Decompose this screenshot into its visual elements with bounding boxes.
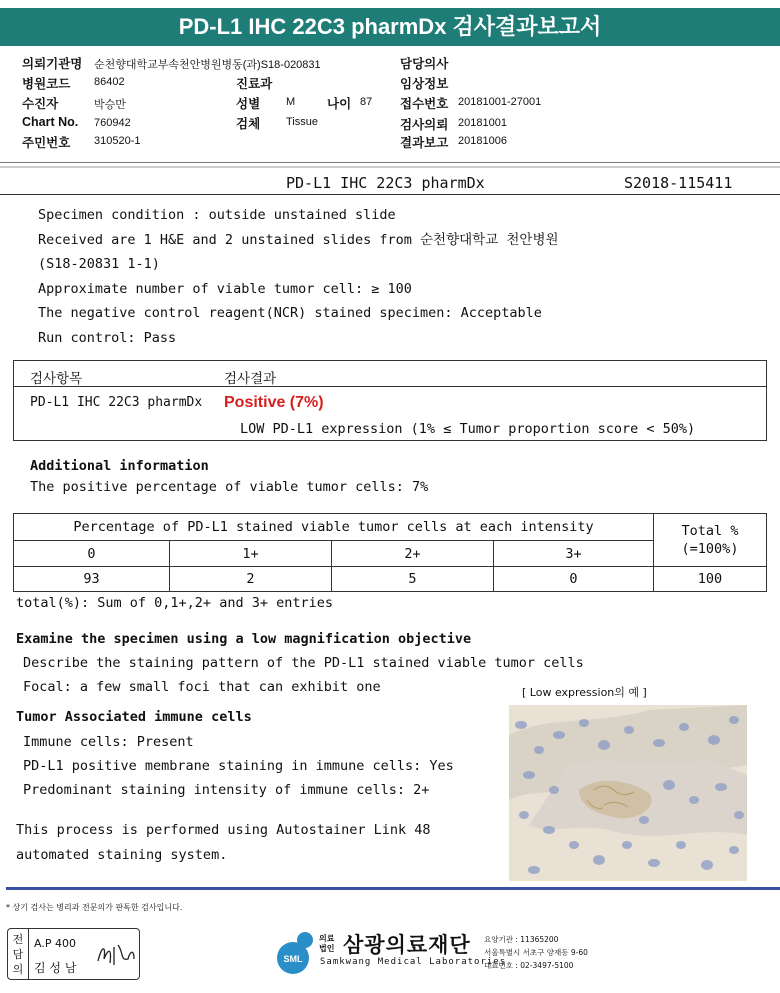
immune-lines [23, 730, 454, 803]
result-item: PD-L1 IHC 22C3 pharmDx [30, 395, 203, 410]
dept-label: 진료과 [236, 77, 273, 91]
specimen-lines [38, 203, 559, 350]
process-text [16, 818, 431, 868]
footnote: * 상기 검사는 병리과 전문의가 판독한 검사입니다. [6, 903, 183, 912]
lab-logo [271, 928, 319, 976]
age-value: 87 [360, 96, 373, 108]
signature-license: A.P 400 [34, 937, 76, 950]
info-value: 순천향대학교부속천안병원병동(과)S18-020831 [94, 59, 321, 71]
table-line [14, 540, 653, 541]
lab-tag-bottom: 법인 [319, 944, 335, 953]
specimen-line: The negative control reagent(NCR) stained specimen: Acceptable [38, 305, 542, 321]
signature-name: 김 성 남 [34, 961, 77, 975]
immune-line: Predominant staining intensity of immune cells: 2+ [23, 782, 430, 799]
info-label: 결과보고 [400, 136, 449, 150]
result-detail: LOW PD-L1 expression (1% ≤ Tumor proportion score < 50%) [240, 421, 696, 437]
info-value: 86402 [94, 76, 125, 88]
lab-name-en: Samkwang Medical Laboratories [320, 957, 507, 967]
lab-tag [319, 934, 334, 954]
report-title: PD-L1 IHC 22C3 pharmDx 검사결과보고서 [0, 8, 780, 46]
info-label: 접수번호 [400, 97, 449, 111]
signature-scrawl [94, 939, 138, 971]
test-name: PD-L1 IHC 22C3 pharmDx [286, 174, 485, 192]
additional-text: The positive percentage of viable tumor cells: 7% [30, 479, 429, 495]
signature-divider [28, 929, 29, 979]
total-header: Total % [681, 523, 739, 539]
specimen-line: Run control: Pass [38, 329, 177, 346]
info-label: 주민번호 [22, 136, 71, 150]
info-label: 임상정보 [400, 77, 449, 91]
info-label: 담당의사 [400, 57, 449, 71]
additional-heading: Additional information [30, 458, 209, 474]
lab-logo-text: SML [283, 954, 303, 964]
info-value: 박승만 [94, 99, 126, 111]
lab-contact [484, 933, 588, 972]
signature-box [7, 928, 140, 980]
info-label: 수진자 [22, 97, 59, 111]
lab-name-kr: 삼광의료재단 [343, 933, 471, 957]
total-header-sub: (=100%) [681, 541, 739, 557]
footer-rule [6, 887, 780, 890]
specimen-value: Tissue [286, 116, 318, 128]
header-rule [0, 162, 780, 163]
result-box-divider [14, 386, 766, 387]
process-line: automated staining system. [16, 847, 228, 863]
level-2: 2+ [404, 546, 421, 562]
specimen-line: Received are 1 H&E and 2 unstained slides from 순천향대학교 천안병원 [38, 231, 559, 248]
info-value: 20181006 [458, 135, 507, 147]
intensity-header: Percentage of PD-L1 stained viable tumor cells at each intensity [73, 519, 594, 535]
info-label: 의뢰기관명 [22, 57, 83, 71]
value-3: 0 [569, 571, 578, 587]
report-id: S2018-115411 [624, 174, 733, 192]
info-value: 20181001 [458, 117, 507, 129]
immune-heading: Tumor Associated immune cells [16, 709, 252, 725]
immune-line: Immune cells: Present [23, 734, 194, 750]
age-label: 나이 [327, 97, 352, 111]
image-caption: [ Low expression의 예 ] [522, 686, 647, 699]
immune-line: PD-L1 positive membrane staining in immune cells: Yes [23, 758, 454, 775]
specimen-image [509, 705, 747, 881]
header-rule-shadow [0, 166, 780, 168]
lab-contact-line: 요양기관 : 11365200 [484, 935, 559, 944]
level-3: 3+ [565, 546, 582, 562]
specimen-line: Approximate number of viable tumor cell: ≥ 100 [38, 280, 412, 297]
intensity-table [13, 513, 767, 592]
value-0: 93 [83, 571, 100, 587]
result-positive: Positive (7%) [224, 394, 324, 411]
info-label: 검사의뢰 [400, 118, 449, 132]
level-1: 1+ [242, 546, 259, 562]
info-label: Chart No. [22, 115, 79, 129]
info-label: 병원코드 [22, 77, 71, 91]
specimen-label: 검체 [236, 117, 261, 131]
examine-line: Describe the staining pattern of the PD-L1 stained viable tumor cells [23, 655, 584, 671]
value-1: 2 [246, 571, 255, 587]
table-line [14, 566, 766, 567]
result-header-item: 검사항목 [30, 371, 83, 387]
examine-line: Focal: a few small foci that can exhibit one [23, 679, 381, 695]
sex-value: M [286, 96, 296, 108]
specimen-line: Specimen condition : outside unstained slide [38, 207, 396, 223]
lab-tag-top: 의료 [319, 934, 335, 943]
lab-contact-line: 서울특별시 서초구 양재동 9-60 [484, 948, 588, 957]
process-line: This process is performed using Autostainer Link 48 [16, 822, 431, 838]
info-value: 760942 [94, 117, 131, 129]
specimen-line: (S18-20831 1-1) [38, 256, 160, 272]
test-line-rule [0, 194, 780, 195]
signature-role: 전 담 의 [12, 933, 24, 976]
value-total: 100 [697, 571, 723, 587]
value-2: 5 [408, 571, 417, 587]
result-header-result: 검사결과 [224, 371, 277, 387]
level-0: 0 [87, 546, 96, 562]
lab-contact-line: 대표번호 : 02-3497-5100 [484, 961, 574, 970]
specimen-micrograph [509, 705, 747, 881]
result-box [13, 360, 767, 441]
sex-label: 성별 [236, 97, 261, 111]
info-value: 310520-1 [94, 135, 141, 147]
lab-logo-icon [271, 928, 319, 976]
table-note: total(%): Sum of 0,1+,2+ and 3+ entries [16, 595, 333, 611]
patient-info [22, 54, 762, 154]
examine-heading: Examine the specimen using a low magnification objective [16, 631, 472, 647]
info-value: 20181001-27001 [458, 96, 542, 108]
